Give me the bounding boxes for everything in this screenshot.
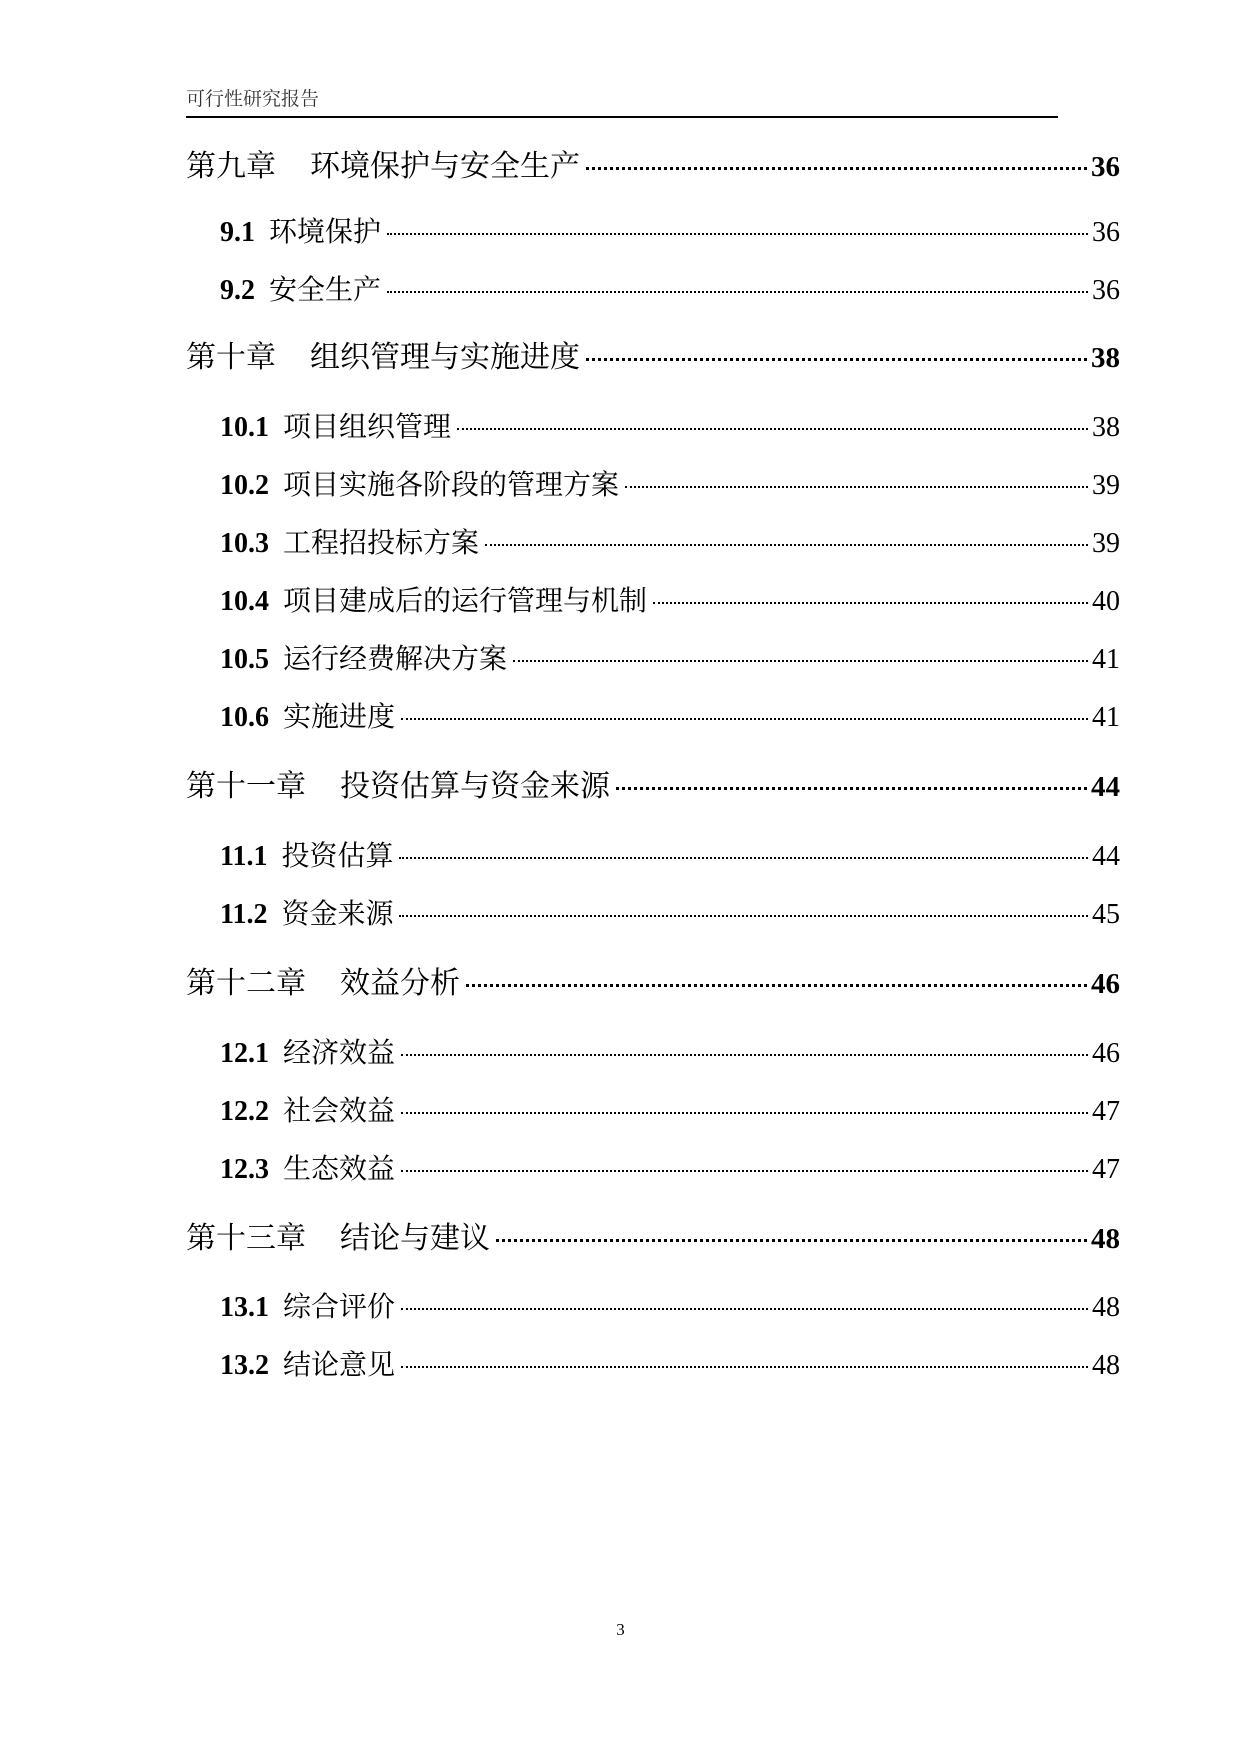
toc-entry-page: 48: [1092, 1292, 1120, 1323]
toc-dot-leader: [653, 602, 1088, 604]
toc-dot-leader: [586, 358, 1087, 361]
toc-dot-leader: [401, 1308, 1088, 1310]
toc-entry-page: 41: [1092, 644, 1120, 675]
toc-entry-title: 生态效益: [283, 1152, 396, 1185]
toc-section-entry[interactable]: [186, 697, 1120, 737]
toc-entry-number: 第十一章: [186, 769, 306, 804]
toc-entry-page: 48: [1091, 1223, 1120, 1255]
toc-entry-title: 经济效益: [283, 1036, 396, 1069]
toc-section-entry[interactable]: [186, 1345, 1120, 1385]
toc-entry-number: 第十二章: [186, 966, 306, 1001]
toc-section-entry[interactable]: [186, 639, 1120, 679]
toc-entry-title: 环境保护与安全生产: [310, 149, 580, 184]
toc-entry-title: 资金来源: [281, 897, 394, 930]
toc-section-entry[interactable]: [186, 270, 1120, 310]
toc-entry-page: 47: [1092, 1096, 1120, 1127]
toc-entry-title: 安全生产: [269, 273, 382, 306]
toc-entry-number: 10.3: [220, 528, 269, 559]
toc-entry-number: 第十三章: [186, 1221, 306, 1256]
toc-dot-leader: [625, 486, 1088, 488]
toc-entry-page: 44: [1092, 841, 1120, 872]
toc-entry-number: 10.2: [220, 470, 269, 501]
toc-entry-page: 36: [1092, 275, 1120, 306]
toc-entry-title: 组织管理与实施进度: [310, 340, 580, 375]
toc-dot-leader: [401, 1366, 1088, 1368]
toc-dot-leader: [399, 915, 1088, 917]
toc-section-entry[interactable]: [186, 581, 1120, 621]
toc-entry-number: 10.1: [220, 412, 269, 443]
toc-entry-number: 第十章: [186, 340, 276, 375]
toc-entry-page: 36: [1091, 151, 1120, 183]
toc-entry-number: 10.5: [220, 644, 269, 675]
toc-entry-page: 40: [1092, 586, 1120, 617]
toc-entry-number: 12.1: [220, 1038, 269, 1069]
toc-entry-title: 环境保护: [269, 215, 382, 248]
table-of-contents: [186, 0, 1120, 1754]
toc-chapter-entry[interactable]: [186, 964, 1120, 1004]
toc-entry-title: 实施进度: [283, 700, 396, 733]
toc-entry-page: 48: [1092, 1350, 1120, 1381]
toc-dot-leader: [387, 291, 1088, 293]
toc-entry-title: 投资估算: [281, 839, 394, 872]
toc-entry-title: 效益分析: [340, 966, 460, 1001]
toc-dot-leader: [586, 167, 1087, 170]
toc-section-entry[interactable]: [186, 894, 1120, 934]
toc-entry-page: 46: [1091, 968, 1120, 1000]
toc-dot-leader: [401, 1112, 1088, 1114]
page-number: 3: [616, 1620, 625, 1639]
toc-dot-leader: [387, 233, 1088, 235]
toc-entry-number: 第九章: [186, 149, 276, 184]
toc-dot-leader: [401, 718, 1088, 720]
toc-chapter-entry[interactable]: [186, 1219, 1120, 1259]
toc-entry-page: 39: [1092, 528, 1120, 559]
toc-entry-number: 9.1: [220, 217, 255, 248]
toc-entry-number: 10.6: [220, 702, 269, 733]
toc-entry-title: 运行经费解决方案: [283, 642, 508, 675]
toc-chapter-entry[interactable]: [186, 338, 1120, 378]
toc-entry-page: 39: [1092, 470, 1120, 501]
toc-section-entry[interactable]: [186, 465, 1120, 505]
toc-entry-page: 45: [1092, 899, 1120, 930]
header-title: 可行性研究报告: [186, 88, 320, 110]
toc-entry-page: 36: [1092, 217, 1120, 248]
toc-entry-title: 结论意见: [283, 1348, 396, 1381]
toc-dot-leader: [401, 1054, 1088, 1056]
toc-section-entry[interactable]: [186, 836, 1120, 876]
toc-entry-title: 项目建成后的运行管理与机制: [283, 584, 648, 617]
toc-entry-page: 38: [1092, 412, 1120, 443]
toc-entry-page: 38: [1091, 342, 1120, 374]
toc-entry-page: 47: [1092, 1154, 1120, 1185]
toc-entry-number: 11.1: [220, 841, 268, 872]
toc-dot-leader: [496, 1239, 1087, 1242]
toc-dot-leader: [485, 544, 1088, 546]
toc-dot-leader: [399, 857, 1088, 859]
toc-chapter-entry[interactable]: [186, 767, 1120, 807]
toc-entry-title: 综合评价: [283, 1290, 396, 1323]
toc-entry-page: 46: [1092, 1038, 1120, 1069]
toc-section-entry[interactable]: [186, 1091, 1120, 1131]
toc-entry-number: 9.2: [220, 275, 255, 306]
toc-section-entry[interactable]: [186, 1149, 1120, 1189]
toc-dot-leader: [616, 787, 1087, 790]
toc-entry-title: 投资估算与资金来源: [340, 769, 610, 804]
toc-entry-title: 社会效益: [283, 1094, 396, 1127]
toc-dot-leader: [401, 1170, 1088, 1172]
toc-entry-number: 13.2: [220, 1350, 269, 1381]
toc-dot-leader: [513, 660, 1088, 662]
toc-entry-number: 12.2: [220, 1096, 269, 1127]
toc-section-entry[interactable]: [186, 212, 1120, 252]
toc-entry-number: 13.1: [220, 1292, 269, 1323]
toc-chapter-entry[interactable]: [186, 147, 1120, 187]
toc-section-entry[interactable]: [186, 523, 1120, 563]
toc-entry-title: 结论与建议: [340, 1221, 490, 1256]
toc-section-entry[interactable]: [186, 1033, 1120, 1073]
toc-section-entry[interactable]: [186, 407, 1120, 447]
toc-section-entry[interactable]: [186, 1287, 1120, 1327]
toc-dot-leader: [457, 428, 1088, 430]
toc-entry-title: 项目实施各阶段的管理方案: [283, 468, 620, 501]
toc-entry-page: 41: [1092, 702, 1120, 733]
toc-entry-number: 10.4: [220, 586, 269, 617]
toc-entry-number: 11.2: [220, 899, 268, 930]
toc-entry-page: 44: [1091, 771, 1120, 803]
toc-entry-title: 工程招投标方案: [283, 526, 480, 559]
toc-entry-number: 12.3: [220, 1154, 269, 1185]
toc-entry-title: 项目组织管理: [283, 410, 452, 443]
toc-dot-leader: [466, 984, 1087, 987]
